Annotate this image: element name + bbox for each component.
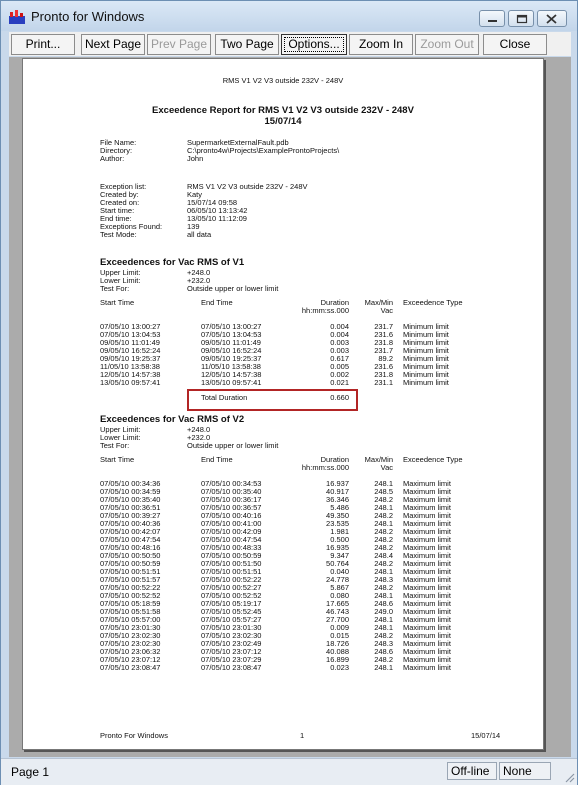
- cell-end-time: 11/05/10 13:58:38: [201, 362, 261, 371]
- cell-exceedence-type: Maximum limit: [403, 639, 451, 648]
- test-for-label-v1: Test For:: [100, 284, 130, 293]
- cell-exceedence-type: Minimum limit: [403, 370, 449, 379]
- cell-end-time: 07/05/10 00:42:09: [201, 527, 262, 536]
- cell-start-time: 07/05/10 00:34:59: [100, 487, 161, 496]
- cell-duration: 49.350: [326, 511, 349, 520]
- cell-duration: 0.023: [330, 663, 349, 672]
- cell-end-time: 07/05/10 13:04:53: [201, 330, 262, 339]
- cell-maxmin-vac: 248.2: [374, 511, 393, 520]
- cell-exceedence-type: Maximum limit: [403, 543, 451, 552]
- cell-end-time: 07/05/10 00:51:50: [201, 559, 262, 568]
- cell-start-time: 07/05/10 00:50:50: [100, 551, 161, 560]
- cell-duration: 46.743: [326, 607, 349, 616]
- cell-start-time: 07/05/10 00:39:27: [100, 511, 161, 520]
- cell-exceedence-type: Maximum limit: [403, 519, 451, 528]
- cell-duration: 16.937: [326, 479, 349, 488]
- col-duration-unit-v1: hh:mm:ss.000: [301, 306, 349, 315]
- directory-value: C:\pronto4w\Projects\ExampleProntoProjects\: [187, 146, 340, 155]
- cell-duration: 50.764: [326, 559, 349, 568]
- cell-exceedence-type: Maximum limit: [403, 551, 451, 560]
- status-online-text: Off-line: [451, 764, 490, 778]
- cell-maxmin-vac: 248.1: [374, 567, 393, 576]
- cell-start-time: 07/05/10 00:36:51: [100, 503, 161, 512]
- lower-limit-label-v1: Lower Limit:: [100, 276, 141, 285]
- cell-maxmin-vac: 231.7: [374, 346, 393, 355]
- cell-maxmin-vac: 248.1: [374, 503, 393, 512]
- col-end-v1: End Time: [201, 298, 233, 307]
- total-duration-value: 0.660: [330, 393, 349, 402]
- cell-end-time: 07/05/10 00:52:22: [201, 575, 262, 584]
- cell-start-time: 13/05/10 09:57:41: [100, 378, 161, 387]
- col-maxmin-unit-v2: Vac: [380, 463, 393, 472]
- cell-maxmin-vac: 248.1: [374, 479, 393, 488]
- col-duration-v1: Duration: [320, 298, 349, 307]
- cell-end-time: 07/05/10 23:07:29: [201, 655, 262, 664]
- cell-duration: 0.080: [330, 591, 349, 600]
- col-maxmin-v1: Max/Min: [364, 298, 393, 307]
- col-maxmin-unit-v1: Vac: [380, 306, 393, 315]
- cell-maxmin-vac: 248.6: [374, 599, 393, 608]
- maximize-button[interactable]: [508, 10, 534, 27]
- cell-duration: 0.617: [330, 354, 349, 363]
- directory-label: Directory:: [100, 146, 133, 155]
- cell-exceedence-type: Maximum limit: [403, 591, 451, 600]
- file-name-value: SupermarketExternalFault.pdb: [187, 138, 289, 147]
- cell-maxmin-vac: 231.8: [374, 370, 393, 379]
- status-bar: [1, 758, 577, 785]
- test-for-label-v2: Test For:: [100, 441, 130, 450]
- cell-duration: 0.009: [330, 623, 349, 632]
- minimize-icon: [487, 14, 499, 24]
- cell-start-time: 07/05/10 00:51:51: [100, 567, 161, 576]
- status-online-panel: [447, 762, 497, 780]
- cell-exceedence-type: Maximum limit: [403, 615, 451, 624]
- cell-maxmin-vac: 248.3: [374, 575, 393, 584]
- created-by-label: Created by:: [100, 190, 139, 199]
- cell-start-time: 09/05/10 11:01:49: [100, 338, 160, 347]
- cell-maxmin-vac: 248.1: [374, 663, 393, 672]
- col-type-v1: Exceedence Type: [403, 298, 463, 307]
- col-maxmin-v2: Max/Min: [364, 455, 393, 464]
- cell-start-time: 07/05/10 23:08:47: [100, 663, 161, 672]
- cell-exceedence-type: Minimum limit: [403, 354, 449, 363]
- cell-end-time: 07/05/10 05:52:45: [201, 607, 262, 616]
- created-by-value: Katy: [187, 190, 203, 199]
- cell-start-time: 07/05/10 00:52:52: [100, 591, 161, 600]
- zoom-in-button-label: Zoom In: [358, 37, 403, 51]
- cell-maxmin-vac: 248.2: [374, 559, 393, 568]
- cell-start-time: 07/05/10 05:18:59: [100, 599, 161, 608]
- cell-start-time: 07/05/10 00:51:57: [100, 575, 161, 584]
- end-time-value: 13/05/10 11:12:09: [187, 214, 247, 223]
- cell-end-time: 07/05/10 00:52:52: [201, 591, 262, 600]
- cell-maxmin-vac: 248.2: [374, 535, 393, 544]
- cell-start-time: 07/05/10 00:47:54: [100, 535, 161, 544]
- cell-end-time: 09/05/10 11:01:49: [201, 338, 261, 347]
- cell-exceedence-type: Maximum limit: [403, 655, 451, 664]
- cell-exceedence-type: Maximum limit: [403, 663, 451, 672]
- cell-duration: 0.003: [330, 338, 349, 347]
- cell-exceedence-type: Maximum limit: [403, 487, 451, 496]
- footer-page-number: 1: [300, 731, 305, 740]
- cell-exceedence-type: Maximum limit: [403, 583, 451, 592]
- cell-start-time: 07/05/10 23:01:30: [100, 623, 161, 632]
- cell-exceedence-type: Minimum limit: [403, 362, 449, 371]
- print-button[interactable]: [11, 34, 75, 55]
- report-date: 15/07/14: [264, 116, 302, 127]
- exception-list-value: RMS V1 V2 V3 outside 232V - 248V: [187, 182, 308, 191]
- cell-end-time: 07/05/10 00:40:16: [201, 511, 262, 520]
- cell-duration: 23.535: [326, 519, 349, 528]
- cell-maxmin-vac: 248.5: [374, 487, 393, 496]
- cell-exceedence-type: Minimum limit: [403, 378, 449, 387]
- test-for-value-v1: Outside upper or lower limit: [187, 284, 279, 293]
- cell-duration: 0.500: [330, 535, 349, 544]
- cell-end-time: 07/05/10 00:36:17: [201, 495, 262, 504]
- cell-start-time: 07/05/10 05:57:00: [100, 615, 161, 624]
- col-start-v1: Start Time: [100, 298, 135, 307]
- cell-end-time: 07/05/10 00:48:33: [201, 543, 262, 552]
- cell-maxmin-vac: 249.0: [374, 607, 393, 616]
- status-none-panel: [499, 762, 551, 780]
- cell-end-time: 07/05/10 00:52:27: [201, 583, 262, 592]
- options-button[interactable]: [281, 34, 347, 55]
- cell-maxmin-vac: 231.6: [374, 330, 393, 339]
- cell-end-time: 07/05/10 00:35:40: [201, 487, 262, 496]
- footer-app-name: Pronto For Windows: [100, 731, 168, 740]
- cell-maxmin-vac: 248.2: [374, 495, 393, 504]
- cell-duration: 0.002: [330, 370, 349, 379]
- cell-duration: 18.726: [326, 639, 349, 648]
- col-duration-unit-v2: hh:mm:ss.000: [301, 463, 349, 472]
- zoom-out-button-label: Zoom Out: [420, 37, 474, 51]
- lower-limit-label-v2: Lower Limit:: [100, 433, 141, 442]
- cell-start-time: 11/05/10 13:58:38: [100, 362, 160, 371]
- section-heading-v1: Exceedences for Vac RMS of V1: [100, 257, 245, 268]
- zoom-out-button[interactable]: [415, 34, 479, 55]
- cell-maxmin-vac: 248.3: [374, 639, 393, 648]
- cell-end-time: 07/05/10 00:36:57: [201, 503, 262, 512]
- cell-start-time: 09/05/10 19:25:37: [100, 354, 161, 363]
- cell-start-time: 12/05/10 14:57:38: [100, 370, 161, 379]
- app-icon: [9, 10, 25, 24]
- lower-limit-value-v2: +232.0: [187, 433, 211, 442]
- cell-end-time: 07/05/10 05:19:17: [201, 599, 262, 608]
- two-page-button-label: Two Page: [220, 37, 274, 51]
- cell-maxmin-vac: 248.2: [374, 631, 393, 640]
- cell-maxmin-vac: 231.1: [374, 378, 393, 387]
- cell-end-time: 07/05/10 00:51:51: [201, 567, 262, 576]
- cell-exceedence-type: Maximum limit: [403, 567, 451, 576]
- cell-duration: 0.004: [330, 322, 349, 331]
- status-page: Page 1: [11, 765, 50, 779]
- cell-maxmin-vac: 231.6: [374, 362, 393, 371]
- minimize-button[interactable]: [479, 10, 505, 27]
- cell-end-time: 07/05/10 00:41:00: [201, 519, 262, 528]
- test-mode-label: Test Mode:: [100, 230, 137, 239]
- close-icon: [545, 14, 559, 24]
- cell-duration: 0.040: [330, 567, 349, 576]
- col-duration-v2: Duration: [320, 455, 349, 464]
- title-bar[interactable]: [1, 1, 577, 31]
- cell-end-time: 13/05/10 09:57:41: [201, 378, 262, 387]
- cell-end-time: 07/05/10 13:00:27: [201, 322, 262, 331]
- cell-start-time: 07/05/10 00:35:40: [100, 495, 161, 504]
- cell-duration: 16.935: [326, 543, 349, 552]
- total-duration-highlight: [187, 389, 358, 411]
- cell-start-time: 07/05/10 23:02:30: [100, 639, 161, 648]
- test-for-value-v2: Outside upper or lower limit: [187, 441, 279, 450]
- cell-maxmin-vac: 248.2: [374, 655, 393, 664]
- report-page: [22, 58, 544, 750]
- cell-end-time: 07/05/10 23:02:49: [201, 639, 262, 648]
- report-title: Exceedence Report for RMS V1 V2 V3 outside 232V - 248V: [152, 105, 414, 116]
- upper-limit-label-v2: Upper Limit:: [100, 425, 141, 434]
- cell-exceedence-type: Maximum limit: [403, 479, 451, 488]
- lower-limit-value-v1: +232.0: [187, 276, 211, 285]
- cell-maxmin-vac: 248.6: [374, 647, 393, 656]
- options-button-label: Options...: [288, 37, 340, 51]
- cell-duration: 1.981: [330, 527, 349, 536]
- cell-maxmin-vac: 248.1: [374, 615, 393, 624]
- upper-limit-label-v1: Upper Limit:: [100, 268, 141, 277]
- cell-start-time: 07/05/10 00:40:36: [100, 519, 161, 528]
- cell-end-time: 12/05/10 14:57:38: [201, 370, 262, 379]
- toolbar: [9, 32, 571, 56]
- cell-start-time: 07/05/10 00:52:22: [100, 583, 161, 592]
- cell-exceedence-type: Minimum limit: [403, 330, 449, 339]
- cell-exceedence-type: Maximum limit: [403, 503, 451, 512]
- cell-duration: 24.778: [326, 575, 349, 584]
- created-on-value: 15/07/14 09:58: [187, 198, 238, 207]
- cell-duration: 5.867: [330, 583, 349, 592]
- next-page-button-label: Next Page: [84, 37, 142, 51]
- status-none-text: None: [503, 764, 532, 778]
- cell-end-time: 07/05/10 00:47:54: [201, 535, 262, 544]
- cell-end-time: 07/05/10 23:08:47: [201, 663, 262, 672]
- cell-duration: 16.899: [326, 655, 349, 664]
- cell-exceedence-type: Maximum limit: [403, 527, 451, 536]
- footer-date: 15/07/14: [471, 731, 501, 740]
- cell-exceedence-type: Maximum limit: [403, 495, 451, 504]
- cell-duration: 0.005: [330, 362, 349, 371]
- exception-list-label: Exception list:: [100, 182, 147, 191]
- cell-start-time: 07/05/10 00:50:59: [100, 559, 161, 568]
- exceptions-found-value: 139: [187, 222, 200, 231]
- cell-maxmin-vac: 231.8: [374, 338, 393, 347]
- close-button[interactable]: [483, 34, 547, 55]
- cell-end-time: 09/05/10 16:52:24: [201, 346, 262, 355]
- cell-end-time: 07/05/10 23:02:30: [201, 631, 262, 640]
- cell-maxmin-vac: 89.2: [378, 354, 393, 363]
- cell-exceedence-type: Maximum limit: [403, 647, 451, 656]
- cell-duration: 0.004: [330, 330, 349, 339]
- cell-exceedence-type: Minimum limit: [403, 338, 449, 347]
- cell-exceedence-type: Maximum limit: [403, 511, 451, 520]
- running-header: RMS V1 V2 V3 outside 232V - 248V: [222, 76, 344, 85]
- upper-limit-value-v2: +248.0: [187, 425, 211, 434]
- cell-start-time: 07/05/10 00:42:07: [100, 527, 161, 536]
- cell-duration: 40.917: [326, 487, 349, 496]
- cell-end-time: 09/05/10 19:25:37: [201, 354, 262, 363]
- preview-area[interactable]: [9, 57, 571, 757]
- file-name-label: File Name:: [100, 138, 137, 147]
- created-on-label: Created on:: [100, 198, 140, 207]
- cell-maxmin-vac: 248.4: [374, 551, 393, 560]
- cell-start-time: 07/05/10 00:48:16: [100, 543, 161, 552]
- next-page-button[interactable]: [81, 34, 145, 55]
- cell-end-time: 07/05/10 23:07:12: [201, 647, 262, 656]
- maximize-icon: [516, 14, 528, 24]
- cell-duration: 27.700: [326, 615, 349, 624]
- cell-start-time: 07/05/10 13:00:27: [100, 322, 161, 331]
- col-start-v2: Start Time: [100, 455, 135, 464]
- cell-start-time: 07/05/10 23:07:12: [100, 655, 161, 664]
- cell-duration: 17.665: [326, 599, 349, 608]
- two-page-button[interactable]: [215, 34, 279, 55]
- author-value: John: [187, 154, 204, 163]
- total-duration-label: Total Duration: [201, 393, 248, 402]
- cell-maxmin-vac: 248.1: [374, 519, 393, 528]
- cell-duration: 5.486: [330, 503, 349, 512]
- author-label: Author:: [100, 154, 125, 163]
- start-time-label: Start time:: [100, 206, 135, 215]
- cell-end-time: 07/05/10 00:50:59: [201, 551, 262, 560]
- cell-exceedence-type: Maximum limit: [403, 599, 451, 608]
- cell-maxmin-vac: 248.1: [374, 623, 393, 632]
- cell-duration: 36.346: [326, 495, 349, 504]
- cell-exceedence-type: Maximum limit: [403, 623, 451, 632]
- upper-limit-value-v1: +248.0: [187, 268, 211, 277]
- cell-exceedence-type: Minimum limit: [403, 322, 449, 331]
- start-time-value: 06/05/10 13:13:42: [187, 206, 248, 215]
- cell-maxmin-vac: 231.7: [374, 322, 393, 331]
- cell-duration: 9.347: [330, 551, 349, 560]
- cell-end-time: 07/05/10 00:34:53: [201, 479, 262, 488]
- cell-end-time: 07/05/10 23:01:30: [201, 623, 262, 632]
- cell-maxmin-vac: 248.2: [374, 527, 393, 536]
- cell-exceedence-type: Maximum limit: [403, 631, 451, 640]
- cell-maxmin-vac: 248.2: [374, 583, 393, 592]
- close-window-button[interactable]: [537, 10, 567, 27]
- window-title: Pronto for Windows: [31, 9, 145, 24]
- cell-start-time: 07/05/10 13:04:53: [100, 330, 161, 339]
- cell-exceedence-type: Maximum limit: [403, 575, 451, 584]
- resize-grip-icon[interactable]: [563, 771, 575, 783]
- cell-duration: 0.003: [330, 346, 349, 355]
- cell-exceedence-type: Maximum limit: [403, 559, 451, 568]
- cell-start-time: 07/05/10 05:51:58: [100, 607, 161, 616]
- col-end-v2: End Time: [201, 455, 233, 464]
- cell-duration: 0.015: [330, 631, 349, 640]
- cell-maxmin-vac: 248.2: [374, 543, 393, 552]
- prev-page-button-label: Prev Page: [150, 37, 208, 51]
- section-heading-v2: Exceedences for Vac RMS of V2: [100, 414, 245, 425]
- prev-page-button[interactable]: [147, 34, 211, 55]
- cell-duration: 40.088: [326, 647, 349, 656]
- cell-exceedence-type: Minimum limit: [403, 346, 449, 355]
- cell-start-time: 07/05/10 00:34:36: [100, 479, 161, 488]
- end-time-label: End time:: [100, 214, 132, 223]
- exceptions-found-label: Exceptions Found:: [100, 222, 163, 231]
- cell-start-time: 09/05/10 16:52:24: [100, 346, 161, 355]
- cell-end-time: 07/05/10 05:57:27: [201, 615, 262, 624]
- cell-exceedence-type: Maximum limit: [403, 607, 451, 616]
- cell-exceedence-type: Maximum limit: [403, 535, 451, 544]
- cell-start-time: 07/05/10 23:06:32: [100, 647, 161, 656]
- cell-maxmin-vac: 248.1: [374, 591, 393, 600]
- cell-start-time: 07/05/10 23:02:30: [100, 631, 161, 640]
- zoom-in-button[interactable]: [349, 34, 413, 55]
- col-type-v2: Exceedence Type: [403, 455, 463, 464]
- close-button-label: Close: [499, 37, 531, 51]
- test-mode-value: all data: [187, 230, 212, 239]
- print-button-label: Print...: [25, 37, 61, 51]
- cell-duration: 0.021: [330, 378, 349, 387]
